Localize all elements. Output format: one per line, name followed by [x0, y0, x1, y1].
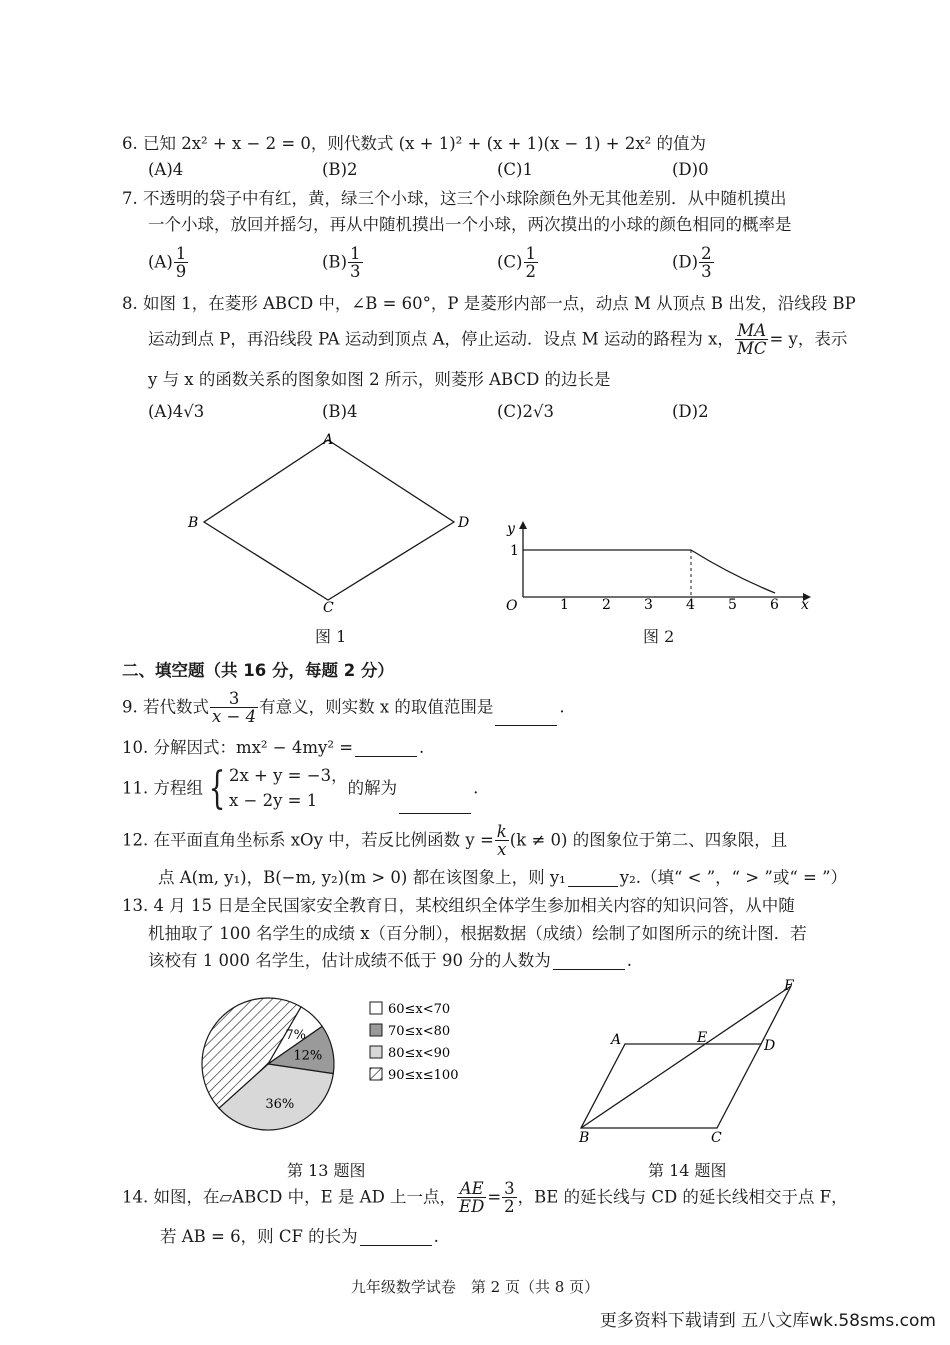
q6-stem: 6. 已知 2x² + x − 2 = 0，则代数式 (x + 1)² + (x + 1)(x − 1) + 2x² 的值为 [122, 134, 707, 153]
point-label-c: C [711, 1130, 722, 1146]
q7-option-c: (C) $\frac{1}{2}$ [497, 244, 536, 282]
pie-slice-label: 7% [285, 1027, 307, 1043]
q8-line3: y 与 x 的函数关系的图象如图 2 所示，则菱形 ABCD 的边长是 [148, 370, 611, 389]
figure-2-caption: 图 2 [643, 627, 675, 646]
legend-label: 90≤x≤100 [388, 1068, 459, 1083]
figure-2-graph [495, 515, 825, 615]
q8-option-d: (D)2 [672, 402, 709, 421]
q8-option-c: (C)2√3 [497, 402, 555, 421]
x-tick-4: 4 [686, 597, 695, 613]
pie-chart [182, 990, 492, 1150]
q7-option-d: (D) $\frac{2}{3}$ [672, 244, 712, 282]
q9: 9. 若代数式 $\frac{3}{x - 4}$ 有意义，则实数 x 的取值范围是 . [122, 689, 565, 727]
point-label-a: A [611, 1032, 622, 1048]
vertex-label-a: A [323, 432, 334, 448]
legend-swatch [370, 1024, 382, 1036]
legend-label: 80≤x<90 [388, 1046, 451, 1061]
x-tick-6: 6 [770, 597, 779, 613]
q12-line2: 点 A(m, y₁)，B(−m, y₂)(m > 0) 都在该图象上，则 y₁ y₂.（填“ < ”，“ > ”或“ = ”） [158, 868, 848, 887]
x-tick-3: 3 [644, 597, 653, 613]
point-label-f: F [784, 978, 794, 994]
q10: 10. 分解因式：mx² − 4my² = . [122, 738, 425, 757]
q6-option-c: (C)1 [497, 160, 533, 179]
watermark-text: 更多资料下载请到 五八文库wk.58sms.com [599, 1311, 936, 1331]
origin-label: O [506, 598, 518, 614]
figure-13-caption: 第 13 题图 [287, 1161, 366, 1180]
figure-1-rhombus [180, 430, 480, 620]
y-tick-1: 1 [510, 543, 519, 559]
x-tick-2: 2 [602, 597, 611, 613]
q13-line1: 13. 4 月 15 日是全民国家安全教育日，某校组织全体学生参加相关内容的知识问答，从中随 [122, 896, 795, 915]
q6-option-a: (A)4 [148, 160, 184, 179]
q7-option-b: (B) $\frac{1}{3}$ [322, 244, 361, 282]
vertex-label-d: D [458, 515, 470, 531]
x-tick-5: 5 [728, 597, 737, 613]
legend-swatch [370, 1046, 382, 1058]
q14-line2: 若 AB = 6，则 CF 的长为 . [160, 1227, 439, 1246]
legend-swatch [370, 1002, 382, 1014]
vertex-label-b: B [188, 515, 199, 531]
page-footer: 九年级数学试卷 第 2 页（共 8 页） [350, 1278, 600, 1296]
q7-line1: 7. 不透明的袋子中有红，黄，绿三个小球，这三个小球除颜色外无其他差别．从中随机摸出 [122, 189, 787, 208]
q14-line1: 14. 如图，在▱ABCD 中，E 是 AD 上一点， $\frac{AE}{ED}$ = $\frac{3}{2}$ ，BE 的延长线与 CD 的延长线相交于点 F， [122, 1179, 848, 1217]
q12-line1: 12. 在平面直角坐标系 xOy 中，若反比例函数 y = $\frac{k}{x}$ (k ≠ 0) 的图象位于第二、四象限，且 [122, 822, 788, 860]
vertex-label-c: C [323, 600, 334, 616]
q8-option-b: (B)4 [322, 402, 358, 421]
figure-14-caption: 第 14 题图 [648, 1161, 727, 1180]
pie-slice-label: 12% [293, 1048, 323, 1064]
q11: 11. 方程组 { 2x + y = −3， x − 2y = 1 的解为 . [122, 762, 479, 814]
point-label-b: B [579, 1130, 590, 1146]
q8-line2: 运动到点 P，再沿线段 PA 运动到顶点 A，停止运动．设点 M 运动的路程为 x， $\frac{MA}{MC}$ = y，表示 [148, 321, 848, 359]
point-label-d: D [764, 1038, 776, 1054]
legend-label: 60≤x<70 [388, 1002, 451, 1017]
figure-1-caption: 图 1 [315, 627, 347, 646]
figure-14-parallelogram [575, 976, 815, 1146]
section-2-heading: 二、填空题（共 16 分，每题 2 分） [122, 661, 394, 680]
q13-line3: 该校有 1 000 名学生，估计成绩不低于 90 分的人数为 . [148, 951, 632, 970]
legend-swatch [370, 1068, 382, 1080]
point-label-e: E [697, 1030, 708, 1046]
x-tick-1: 1 [560, 597, 569, 613]
q13-line2: 机抽取了 100 名学生的成绩 x（百分制），根据数据（成绩）绘制了如图所示的统计图．若 [148, 924, 807, 943]
q6-option-b: (B)2 [322, 160, 358, 179]
legend-label: 70≤x<80 [388, 1024, 451, 1039]
pie-slice-label: 36% [265, 1097, 295, 1113]
q7-option-a: (A) $\frac{1}{9}$ [148, 244, 187, 282]
x-axis-label: x [801, 597, 809, 613]
q6-option-d: (D)0 [672, 160, 709, 179]
q8-line1: 8. 如图 1，在菱形 ABCD 中，∠B = 60°，P 是菱形内部一点，动点 M 从顶点 B 出发，沿线段 BP [122, 294, 856, 313]
y-axis-label: y [507, 521, 515, 537]
q7-line2: 一个小球，放回并摇匀，再从中随机摸出一个小球，两次摸出的小球的颜色相同的概率是 [148, 215, 792, 234]
q8-option-a: (A)4√3 [148, 402, 205, 421]
